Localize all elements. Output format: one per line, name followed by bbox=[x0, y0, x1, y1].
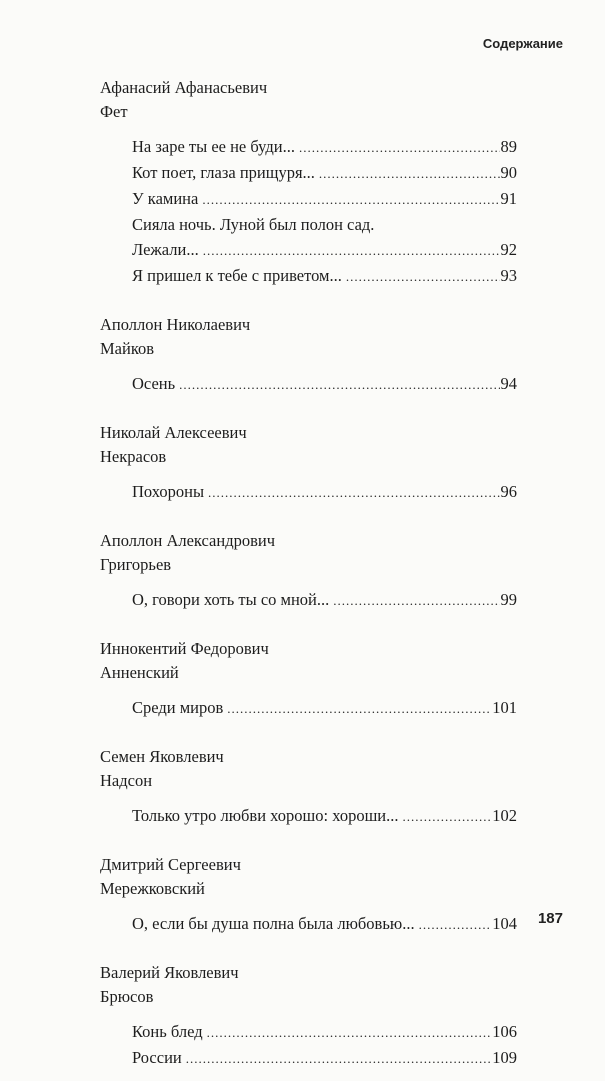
author-first-line: Иннокентий Федорович bbox=[100, 639, 269, 658]
entry-title-line1: Сияла ночь. Луной был полон сад. bbox=[132, 215, 375, 234]
entry-page: 94 bbox=[500, 374, 517, 393]
dot-leader bbox=[419, 912, 492, 937]
entry-page: 109 bbox=[492, 1048, 517, 1067]
author-second-line: Фет bbox=[100, 102, 128, 121]
author-first-line: Валерий Яковлевич bbox=[100, 963, 239, 982]
entry-page: 91 bbox=[500, 189, 517, 208]
entry-title: У камина bbox=[132, 189, 199, 208]
running-header: Содержание bbox=[482, 36, 563, 51]
entry-page: 101 bbox=[492, 698, 517, 717]
dot-leader bbox=[299, 135, 500, 160]
author-first-line: Аполлон Николаевич bbox=[100, 315, 251, 334]
entry-title: Конь блед bbox=[132, 1022, 203, 1041]
toc-entry[interactable] bbox=[132, 1019, 517, 1045]
entry-page: 104 bbox=[492, 914, 517, 933]
toc-entry[interactable] bbox=[132, 803, 517, 829]
author-second-line: Некрасов bbox=[100, 447, 167, 466]
toc-entry[interactable] bbox=[132, 371, 517, 397]
toc-entry[interactable] bbox=[132, 186, 517, 212]
toc-entry[interactable] bbox=[132, 212, 517, 263]
dot-leader bbox=[319, 161, 500, 186]
author-first-line: Николай Алексеевич bbox=[100, 423, 247, 442]
author-section bbox=[100, 76, 517, 289]
author-section bbox=[100, 961, 517, 1071]
entry-page: 99 bbox=[500, 590, 517, 609]
toc-entry[interactable] bbox=[132, 695, 517, 721]
author-first-line: Дмитрий Сергеевич bbox=[100, 855, 241, 874]
author-second-line: Надсон bbox=[100, 771, 153, 790]
dot-leader bbox=[403, 804, 492, 829]
author-second-line: Майков bbox=[100, 339, 155, 358]
entry-page: 96 bbox=[500, 482, 517, 501]
entry-title: Похороны bbox=[132, 482, 205, 501]
dot-leader bbox=[186, 1046, 492, 1071]
author-first-line: Афанасий Афанасьевич bbox=[100, 78, 268, 97]
author-second-line: Анненский bbox=[100, 663, 179, 682]
author-section bbox=[100, 853, 517, 937]
dot-leader bbox=[202, 187, 499, 212]
author-section bbox=[100, 745, 517, 829]
dot-leader bbox=[333, 588, 499, 613]
toc-entry[interactable] bbox=[132, 263, 517, 289]
entry-title: России bbox=[132, 1048, 182, 1067]
entry-title: Среди миров bbox=[132, 698, 224, 717]
toc-entry[interactable] bbox=[132, 134, 517, 160]
dot-leader bbox=[208, 480, 499, 505]
author-first-line: Аполлон Александрович bbox=[100, 531, 276, 550]
author-section bbox=[100, 529, 517, 613]
author-section bbox=[100, 313, 517, 397]
author-section bbox=[100, 421, 517, 505]
author-section bbox=[100, 637, 517, 721]
entry-title: Кот поет, глаза прищуря... bbox=[132, 163, 315, 182]
dot-leader bbox=[227, 696, 491, 721]
entry-title: Только утро любви хорошо: хороши... bbox=[132, 806, 399, 825]
entry-page: 90 bbox=[500, 163, 517, 182]
entry-page: 92 bbox=[500, 240, 517, 259]
author-first-line: Семен Яковлевич bbox=[100, 747, 224, 766]
entry-title: О, если бы душа полна была любовью... bbox=[132, 914, 415, 933]
toc-entry[interactable] bbox=[132, 1045, 517, 1071]
toc-entry[interactable] bbox=[132, 587, 517, 613]
author-second-line: Григорьев bbox=[100, 555, 172, 574]
entry-page: 106 bbox=[492, 1022, 517, 1041]
table-of-contents bbox=[100, 76, 517, 1081]
author-second-line: Мережковский bbox=[100, 879, 205, 898]
dot-leader bbox=[346, 264, 500, 289]
dot-leader bbox=[179, 372, 499, 397]
page-number: 187 bbox=[537, 910, 563, 927]
dot-leader bbox=[207, 1020, 492, 1045]
entry-title: Лежали... bbox=[132, 240, 199, 259]
author-second-line: Брюсов bbox=[100, 987, 154, 1006]
entry-title: На заре ты ее не буди... bbox=[132, 137, 295, 156]
entry-page: 102 bbox=[492, 806, 517, 825]
toc-entry[interactable] bbox=[132, 160, 517, 186]
entry-title: Осень bbox=[132, 374, 176, 393]
entry-title: О, говори хоть ты со мной... bbox=[132, 590, 330, 609]
entry-page: 89 bbox=[500, 137, 517, 156]
toc-entry[interactable] bbox=[132, 911, 517, 937]
entry-page: 93 bbox=[500, 266, 517, 285]
dot-leader bbox=[203, 238, 500, 263]
entry-title: Я пришел к тебе с приветом... bbox=[132, 266, 342, 285]
toc-entry[interactable] bbox=[132, 479, 517, 505]
